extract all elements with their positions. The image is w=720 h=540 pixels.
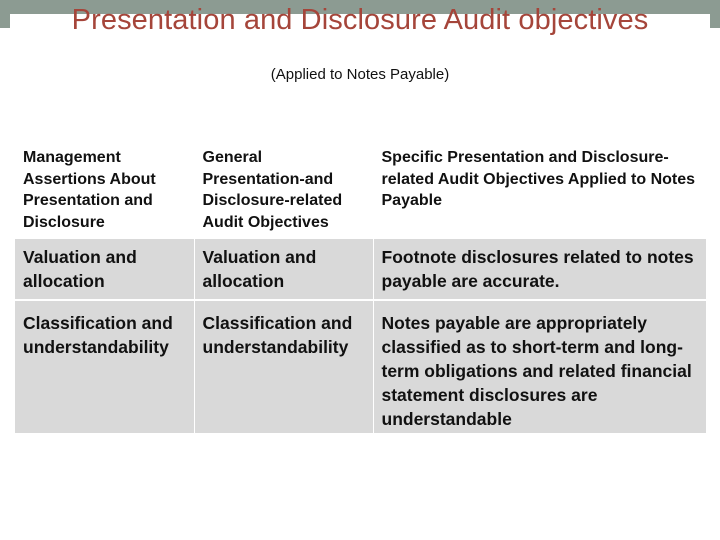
header-general-objectives: General Presentation-and Disclosure-related Audit Objectives [194,140,373,238]
slide-subtitle: (Applied to Notes Payable) [270,66,450,83]
table-cell: Valuation and allocation [15,238,194,300]
header-specific-objectives: Specific Presentation and Disclosure-related Audit Objectives Applied to Notes Payable [373,140,706,238]
audit-objectives-table [15,140,706,433]
table-cell: Footnote disclosures related to notes payable are accurate. [373,238,706,300]
slide-title: Presentation and Disclosure Audit objectives [71,4,649,36]
table-cell: Classification and understandability [15,300,194,433]
table-cell: Valuation and allocation [194,238,373,300]
table-row [15,238,706,300]
header-management-assertions: Management Assertions About Presentation and Disclosure [15,140,194,238]
table-row [15,300,706,433]
table-cell: Notes payable are appropriately classified as to short-term and long-term obligations and related financial statement disclosures are understandable [373,300,706,433]
table-cell: Classification and understandability [194,300,373,433]
table-header-row [15,140,706,238]
